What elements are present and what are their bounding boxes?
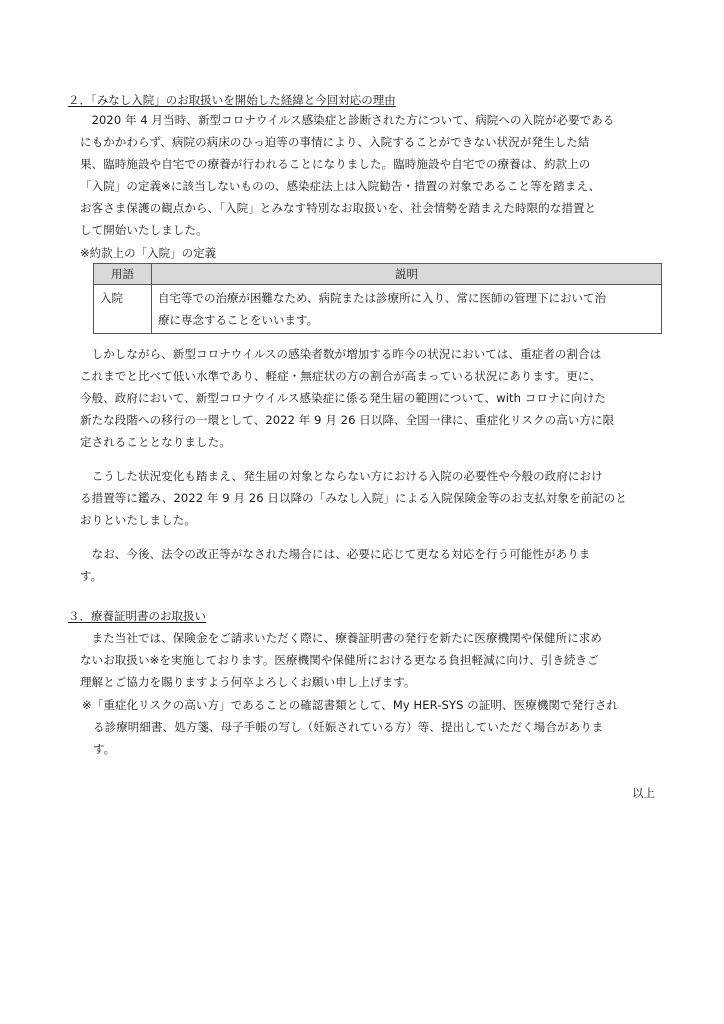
paragraph-line: る措置等に鑑み、2022 年 9 月 26 日以降の「みなし入院」による入院保険金等のお支払対象を前記のと (80, 491, 627, 505)
section-2-heading: ２．「みなし入院」のお取扱いを開始した経緯と今回対応の理由 (68, 93, 396, 107)
paragraph-line: 今般、政府において、新型コロナウイルス感染症に係る発生届の範囲について、with コロナに向けた (80, 391, 606, 405)
paragraph-line: おりといたしました。 (80, 513, 196, 527)
paragraph-line: しかしながら、新型コロナウイルスの感染者数が増加する昨今の状況においては、重症者の割合は (80, 347, 602, 361)
paragraph-line: す。 (80, 569, 103, 583)
paragraph-line: こうした状況変化も踏まえ、発生届の対象とならない方における入院の必要性や今般の政府におけ (80, 469, 603, 483)
paragraph-line: 果、臨時施設や自宅での療養が行われることになりました。臨時施設や自宅での療養は、約款上の (80, 157, 591, 171)
definition-label: ※約款上の「入院」の定義 (80, 246, 217, 260)
section-3-heading: ３．療養証明書のお取扱い (68, 609, 206, 623)
paragraph-line: お客さま保護の観点から、「入院」とみなす特別なお取扱いを、社会情勢を踏まえた時限的な措置と (80, 201, 597, 215)
note-line: す。 (93, 742, 116, 756)
description-line: 自宅等での治療が困難なため、病院または診療所に入り、常に医師の管理下において治 (158, 291, 607, 305)
paragraph-line: また当社では、保険金をご請求いただく際に、療養証明書の発行を新たに医療機関や保健所に求め (80, 631, 602, 645)
paragraph-line: 定されることとなりました。 (80, 435, 231, 449)
header-term: 用語 (94, 264, 152, 285)
note-line: ※「重症化リスクの高い方」であることの確認書類として、My HER-SYS の証明、医療機関で発行され (82, 698, 619, 712)
paragraph-line: 「入院」の定義※に該当しないものの、感染症法上は入院勧告・措置の対象であること等を踏まえ、 (80, 179, 601, 193)
header-description: 説明 (152, 264, 662, 285)
term-cell: 入院 (94, 285, 152, 334)
paragraph-line: ないお取扱い※を実施しております。医療機関や保健所における更なる負担軽減に向け、引き続きご (80, 653, 599, 667)
note-line: る診療明細書、処方箋、母子手帳の写し（妊娠されている方）等、提出していただく場合がありま (93, 720, 604, 734)
paragraph-line: 2020 年 4 月当時、新型コロナウイルス感染症と診断された方について、病院への入院が必要である (80, 113, 615, 127)
paragraph-line: なお、今後、法令の改正等がなされた場合には、必要に応じて更なる対応を行う可能性がありま (80, 547, 591, 561)
definition-table (93, 263, 662, 334)
paragraph-line: 新たな段階への移行の一環として、2022 年 9 月 26 日以降、全国一律に、重症化リスクの高い方に限 (80, 413, 615, 427)
paragraph-line: にもかかわらず、病院の病床のひっ迫等の事情により、入院することができない状況が発生した結 (80, 135, 590, 149)
paragraph-line: 理解とご協力を賜りますよう何卒よろしくお願い申し上げます。 (80, 675, 416, 689)
table-row (94, 285, 662, 334)
description-line: 療に専念することをいいます。 (158, 313, 319, 327)
paragraph-line: これまでと比べて低い水準であり、軽症・無症状の方の割合が高まっている状況にあります。更に、 (80, 369, 602, 383)
paragraph-line: して開始いたしました。 (80, 223, 208, 237)
closing-text: 以上 (632, 786, 655, 800)
description-cell (152, 285, 662, 334)
table-header-row (94, 264, 662, 285)
